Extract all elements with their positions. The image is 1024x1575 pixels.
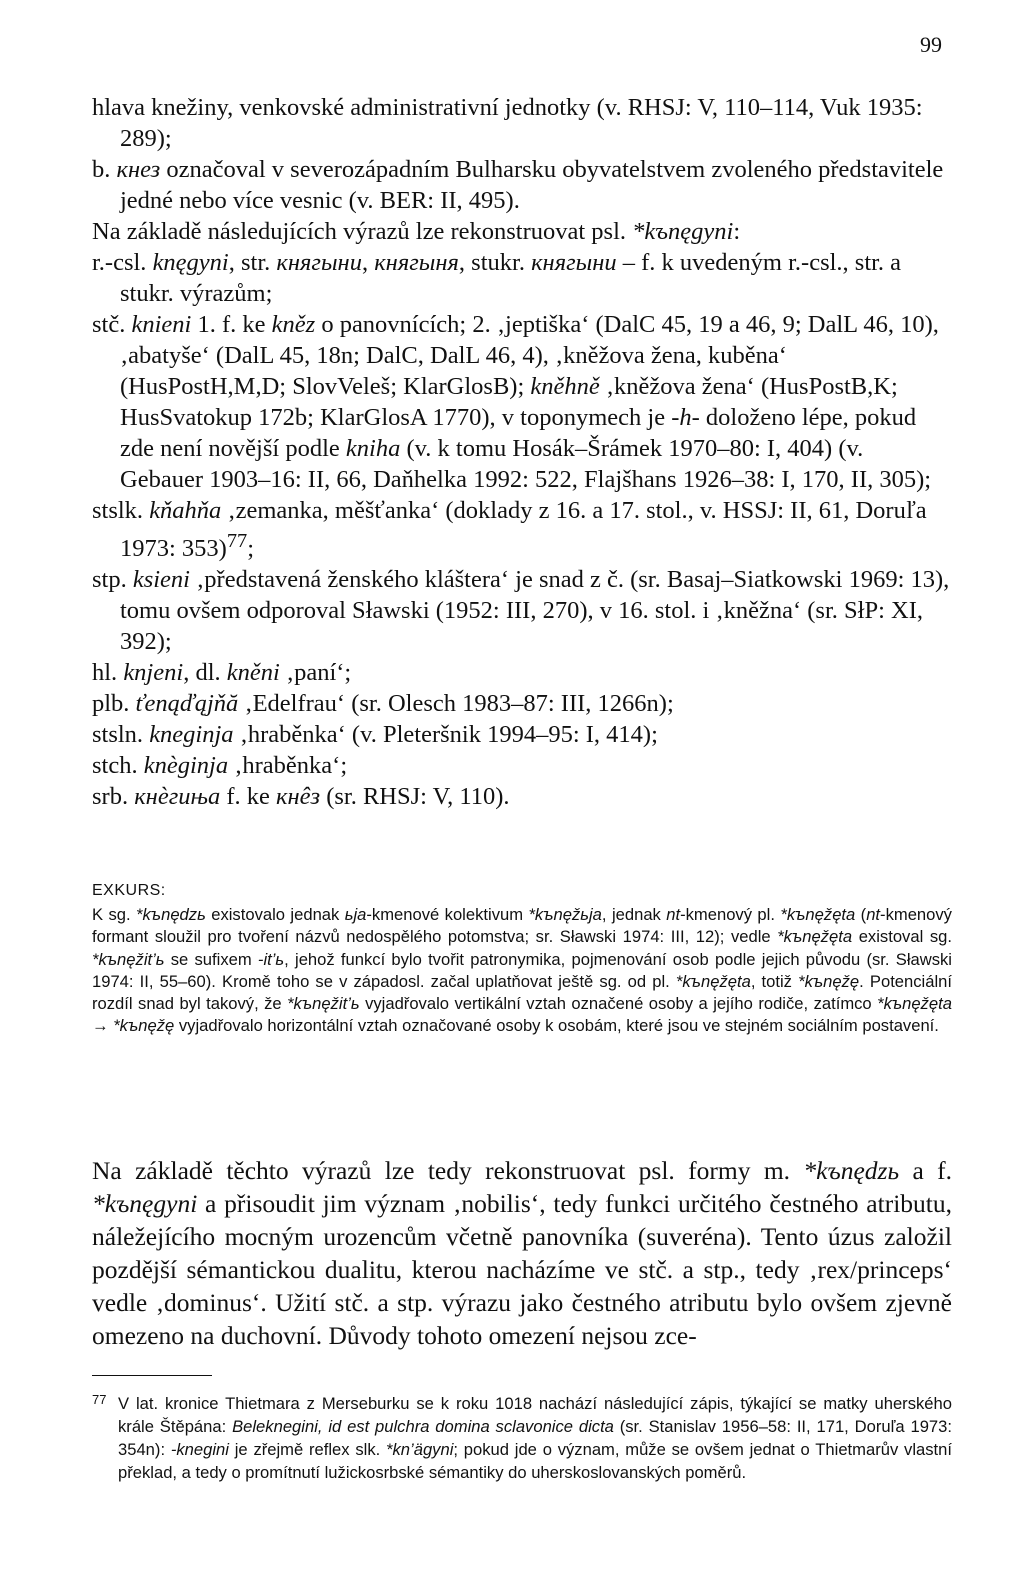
entry-line: srb. кнѐгиња f. ke кнêз (sr. RHSJ: V, 110).: [92, 783, 510, 811]
exkurs-heading: EXKURS:: [92, 882, 166, 899]
entry-line: stslk. kňahňa ‚zemanka, měšťanka‘ (doklady z 16. a 17. stol., v. HSSJ: II, 61, Doruľa 1973: 353)$^{77}$;: [92, 497, 927, 563]
entry-line: stch. knèginja ‚hraběnka‘;: [92, 752, 348, 780]
entry-line: stsln. kneginja ‚hraběnka‘ (v. Pleteršnik 1994–95: I, 414);: [92, 721, 658, 749]
footnote-text: V lat. kronice Thietmara z Merseburku se k roku 1018 nachází následující zápis, týkající se matky uherského krále Štěpána: Beleknegini, id est pulchra domina sclavonice dicta (sr. Stanislav 1956–58: II, 171, Doruľa 1973: 354n): -knegini je zřejmě reflex slk. *kn’ägyni; pokud jde o význam, může se ovšem jednat o Thietmarův vlastní překlad, a tedy o promítnutí lužickosrbské sémantiky do uherskoslovanských poměrů.: [118, 1394, 953, 1482]
entry-line: stč. knieni 1. f. ke kněz o panovnících; 2. ‚jeptiška‘ (DalC 45, 19 a 46, 9; DalL 46, 10), ‚abatyše‘ (DalL 45, 18n; DalC, DalL 46, 4), ‚kněžova žena, kuběna‘ (HusPostH,M,D; SlovVeleš; KlarGlosB); kněhně ‚kněžova žena‘ (HusPostB,K; HusSvatokup 172b; KlarGlosA 1770), v toponymech je -h- doloženo lépe, pokud zde není novější podle kniha (v. k tomu Hosák–Šrámek 1970–80: I, 404) (v. Gebauer 1903–16: II, 66, Daňhelka 1992: 522, Flajšhans 1926–38: I, 170, II, 305);: [92, 311, 939, 493]
dictionary-entries: [92, 92, 952, 812]
footnote-rule: [92, 1375, 212, 1376]
body-paragraph: Na základě těchto výrazů lze tedy rekonstruovat psl. formy m. *kъnędzь a f. *kъnęgyni a přisoudit jim význam ‚nobilis‘, tedy funkci určitého čestného atributu, náležejícího mocným urozencům včetně panovníka (suveréna). Tento úzus založil pozdější sémantickou dualitu, kterou nacházíme ve stč. a stp., tedy ‚rex/princeps‘ vedle ‚dominus‘. Užití stč. a stp. výrazu jako čestného atributu bylo ovšem zjevně omezeno na duchovní. Důvody tohoto omezení nejsou zce-: [92, 1156, 952, 1350]
entry-line: r.-csl. knęgyni, str. княгыни, княгыня, stukr. княгыни – f. k uvedeným r.-csl., str. a stukr. výrazům;: [92, 249, 902, 307]
exkurs-text: K sg. *kъnędzь existovalo jednak ьja-kmenové kolektivum *kъnęžьja, jednak nt-kmenový pl. *kъnęžęta (nt-kmenový formant sloužil pro tvoření názvů nedospělého potomstva; sr. Sławski 1974: III, 12); vedle *kъnęžęta existoval sg. *kъnęžit’ь se sufixem -it’ь, jehož funkcí bylo tvořit patronymika, pojmenování osob podle jejich původu (sr. Sławski 1974: II, 55–60). Kromě toho se v západosl. začal uplatňovat ještě sg. od pl. *kъnęžęta, totiž *kъnęžę. Potenciální rozdíl snad byl takový, že *kъnęžit’ь vyjadřovalo vertikální vztah označené osoby a jejího rodiče, zatímco *kъnęžęta → *kъnęžę vyjadřovalo horizontální vztah označované osoby k osobám, které jsou ve stejném sociálním postavení.: [92, 905, 952, 1036]
entry-line: stp. ksieni ‚představená ženského kláštera‘ je snad z č. (sr. Basaj–Siatkowski 1969: 13), tomu ovšem odporoval Sławski (1952: III, 270), v 16. stol. i ‚kněžna‘ (sr. SłP: XI, 392);: [92, 566, 950, 656]
exkurs-section: [92, 880, 952, 1037]
page-number: 99: [920, 32, 942, 57]
entry-line: hlava knežiny, venkovské administrativní jednotky (v. RHSJ: V, 110–114, Vuk 1935: 289);: [92, 94, 923, 152]
entry-line: Na základě následujících výrazů lze rekonstruovat psl. *kъnęgyni:: [92, 218, 741, 245]
footnote: [92, 1392, 952, 1484]
entry-line: hl. knjeni, dl. kněni ‚paní‘;: [92, 659, 352, 687]
entry-line: plb. ťenąďąjňă ‚Edelfrau‘ (sr. Olesch 1983–87: III, 1266n);: [92, 690, 674, 718]
footnote-number: 77: [92, 1392, 107, 1407]
entry-line: b. кнез označoval v severozápadním Bulharsku obyvatelstvem zvoleného představitele jedné nebo více vesnic (v. BER: II, 495).: [92, 156, 944, 214]
